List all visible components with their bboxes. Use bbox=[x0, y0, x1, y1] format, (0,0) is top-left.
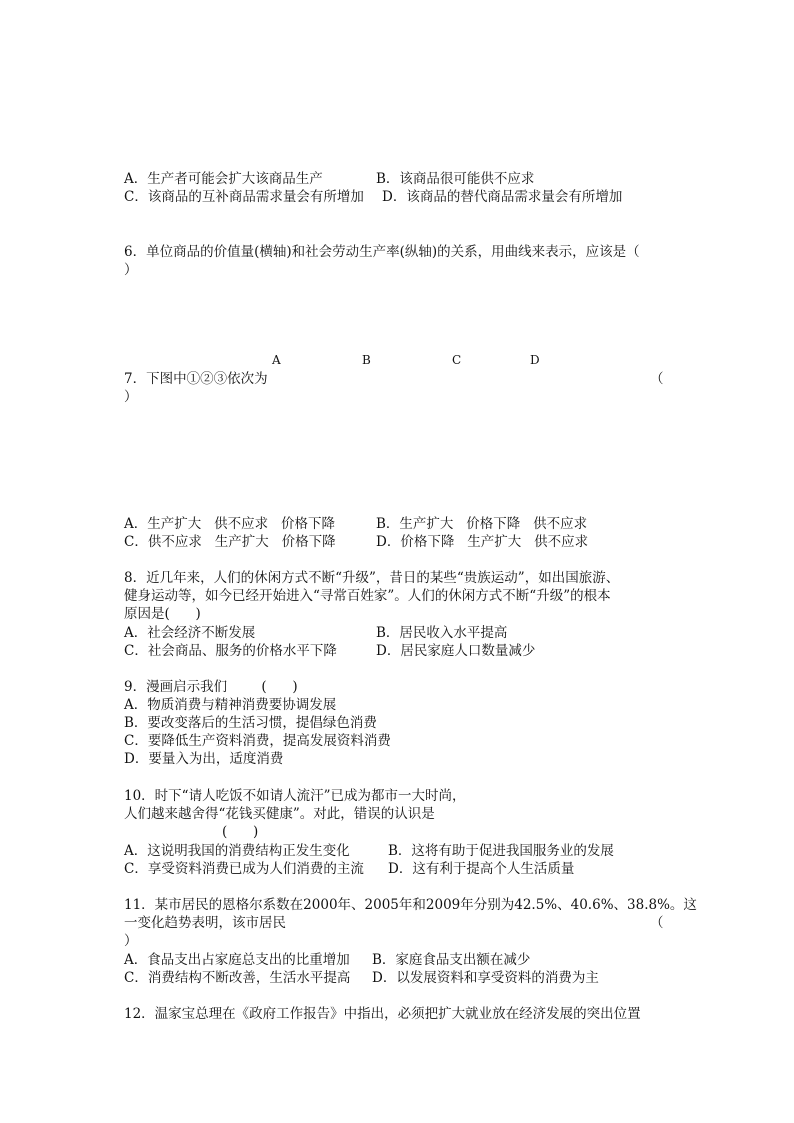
q6-graph-label-b: B bbox=[362, 353, 371, 367]
q11-option-b: B．家庭食品支出额在减少 bbox=[372, 952, 531, 968]
q11-stem-line-1: 11．某市居民的恩格尔系数在2000年、2005年和2009年分别为42.5%、40.6%、38.8%。这 bbox=[124, 897, 697, 913]
q10-options-row-1 bbox=[124, 842, 614, 860]
q7-paren-open: （ bbox=[650, 371, 664, 387]
q5-option-a: A．生产者可能会扩大该商品生产 bbox=[124, 171, 323, 187]
q11-option-a: A．食品支出占家庭总支出的比重增加 bbox=[124, 952, 350, 968]
q10-option-b: B．这将有助于促进我国服务业的发展 bbox=[388, 843, 614, 859]
q8-stem-line-1: 8．近几年来，人们的休闲方式不断“升级”，昔日的某些“贵族运动”，如出国旅游、 bbox=[124, 570, 620, 586]
q8-stem-line-2: 健身运动等，如今已经开始进入“寻常百姓家”。人们的休闲方式不断“升级”的根本 bbox=[124, 588, 611, 604]
q11-options-row-1 bbox=[124, 951, 530, 969]
q10-stem-line-3: ( ) bbox=[222, 824, 259, 840]
q7-option-c: C．供不应求 生产扩大 价格下降 bbox=[124, 534, 336, 550]
q9-option-c: C．要降低生产资料消费，提高发展资料消费 bbox=[124, 733, 391, 749]
q11-options-row-2 bbox=[124, 969, 599, 987]
q10-option-a: A．这说明我国的消费结构正发生变化 bbox=[124, 843, 350, 859]
q5-option-b: B．该商品很可能供不应求 bbox=[376, 171, 535, 187]
q6-graph-label-a: A bbox=[272, 353, 281, 367]
q5-option-d: D．该商品的替代商品需求量会有所增加 bbox=[382, 189, 623, 205]
q10-option-c: C．享受资料消费已成为人们消费的主流 bbox=[124, 861, 364, 877]
q9-stem: 9．漫画启示我们 ( ) bbox=[124, 679, 298, 695]
q6-graph-label-c: C bbox=[452, 353, 462, 367]
q11-option-c: C．消费结构不断改善，生活水平提高 bbox=[124, 970, 351, 986]
q7-option-a: A．生产扩大 供不应求 价格下降 bbox=[124, 516, 335, 532]
q10-options-row-2 bbox=[124, 860, 574, 878]
q8-option-b: B．居民收入水平提高 bbox=[376, 625, 508, 641]
q11-paren-close: ） bbox=[124, 933, 138, 949]
q8-options-row-1 bbox=[124, 624, 507, 642]
q9-option-a: A．物质消费与精神消费要协调发展 bbox=[124, 697, 337, 713]
q6-stem-line-2: ） bbox=[124, 262, 138, 278]
q8-option-d: D．居民家庭人口数量减少 bbox=[376, 643, 536, 659]
q8-option-c: C．社会商品、服务的价格水平下降 bbox=[124, 643, 337, 659]
q5-options-row-1 bbox=[124, 170, 534, 188]
q7-options-row-1 bbox=[124, 515, 587, 533]
q5-options-row-2 bbox=[124, 188, 622, 206]
q8-options-row-2 bbox=[124, 642, 535, 660]
q7-option-d: D．价格下降 生产扩大 供不应求 bbox=[376, 534, 589, 550]
q8-stem-line-3: 原因是( ) bbox=[124, 606, 201, 622]
q10-option-d: D．这有利于提高个人生活质量 bbox=[388, 861, 575, 877]
q10-stem-line-1: 10．时下“请人吃饭不如请人流汗”已成为都市一大时尚， bbox=[124, 788, 466, 804]
q9-option-d: D．要量入为出，适度消费 bbox=[124, 751, 284, 767]
q7-option-b: B．生产扩大 价格下降 供不应求 bbox=[376, 516, 588, 532]
q6-stem-line-1: 6．单位商品的价值量(横轴)和社会劳动生产率(纵轴)的关系，用曲线来表示，应该是（ bbox=[124, 244, 640, 260]
q11-paren-open: （ bbox=[650, 915, 664, 931]
q11-stem-line-2: 一变化趋势表明，该市居民 bbox=[124, 915, 286, 931]
q12-stem-line-1: 12．温家宝总理在《政府工作报告》中指出，必须把扩大就业放在经济发展的突出位置 bbox=[124, 1006, 641, 1022]
q7-paren-close: ） bbox=[124, 389, 138, 405]
q9-option-b: B．要改变落后的生活习惯，提倡绿色消费 bbox=[124, 715, 377, 731]
q10-stem-line-2: 人们越来越舍得“花钱买健康”。对此，错误的认识是 bbox=[124, 806, 435, 822]
q5-option-c: C．该商品的互补商品需求量会有所增加 bbox=[124, 189, 364, 205]
q6-graph-label-d: D bbox=[530, 353, 540, 367]
q11-option-d: D．以发展资料和享受资料的消费为主 bbox=[372, 970, 599, 986]
q7-options-row-2 bbox=[124, 533, 588, 551]
q7-stem: 7．下图中①②③依次为 bbox=[124, 371, 268, 387]
q8-option-a: A．社会经济不断发展 bbox=[124, 625, 256, 641]
